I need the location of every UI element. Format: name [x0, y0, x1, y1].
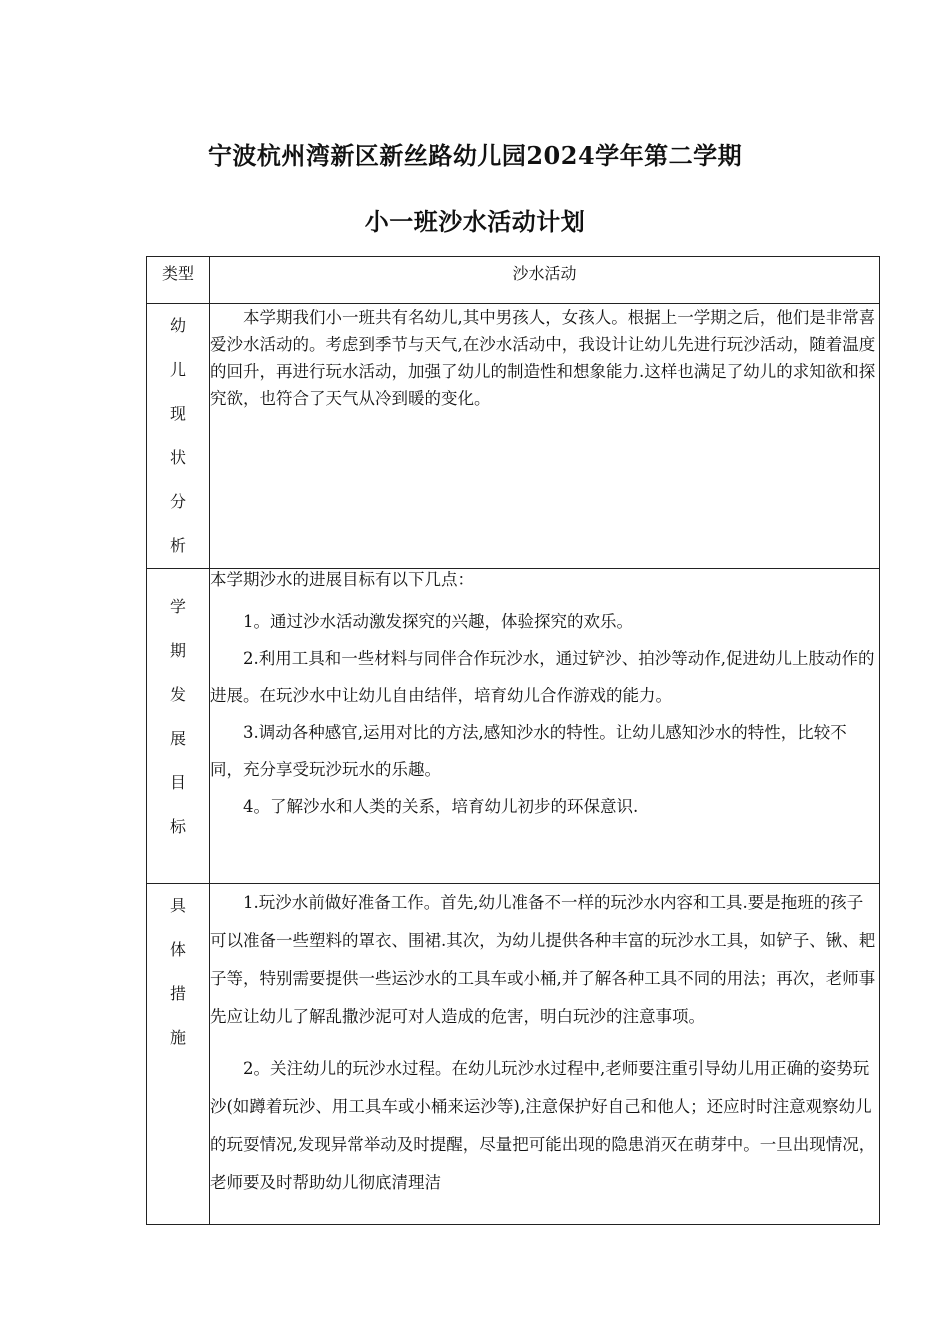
measures-label-char: 措: [169, 984, 186, 1003]
status-content-cell: [210, 304, 880, 569]
goals-label-char: 期: [169, 641, 186, 660]
table-row: [147, 884, 880, 1225]
measures-label-char: 具: [169, 896, 186, 915]
type-value-cell: 沙水活动: [210, 257, 880, 304]
status-label-char: 现: [169, 404, 186, 423]
status-paragraph: 本学期我们小一班共有名幼儿,其中男孩人，女孩人。根据上一学期之后，他们是非常喜爱沙水活动的。考虑到季节与天气,在沙水活动中，我设计让幼儿先进行玩沙活动，随着温度的回升，再进行玩水活动，加强了幼儿的制造性和想象能力.这样也满足了幼儿的求知欲和探究欲，也符合了天气从冷到暖的变化。: [210, 308, 876, 408]
paragraph-spacer: [210, 1036, 879, 1050]
goal-item: 4。了解沙水和人类的关系，培育幼儿初步的环保意识.: [243, 797, 639, 816]
measure-item: 1.玩沙水前做好准备工作。首先,幼儿准备不一样的玩沙水内容和工具.要是拖班的孩子可以准备一些塑料的罩衣、围裙.其次，为幼儿提供各种丰富的玩沙水工具，如铲子、锹、耙子等，特别需要提供一些运沙水的工具车或小桶,并了解各种工具不同的用法；再次，老师事先应让幼儿了解乱撒沙泥可对人造成的危害，明白玩沙的注意事项。: [210, 893, 876, 1026]
goals-content-cell: [210, 569, 880, 884]
goals-label-char: 目: [169, 773, 186, 792]
measures-content-cell: [210, 884, 880, 1225]
status-label-char: 析: [169, 536, 186, 555]
document-subtitle: 小一班沙水活动计划: [364, 207, 586, 236]
goals-label-char: 标: [169, 817, 186, 836]
type-label-cell: 类型: [147, 257, 210, 304]
goal-item: 1。通过沙水活动激发探究的兴趣，体验探究的欢乐。: [243, 612, 633, 631]
status-label-char: 分: [169, 492, 186, 511]
status-label-char: 状: [169, 448, 186, 467]
goals-intro: 本学期沙水的进展目标有以下几点：: [210, 570, 474, 589]
document-title: 宁波杭州湾新区新丝路幼儿园2024学年第二学期: [207, 141, 743, 170]
goal-item: 2.利用工具和一些材料与同伴合作玩沙水，通过铲沙、拍沙等动作,促进幼儿上肢动作的进展。在玩沙水中让幼儿自由结伴，培育幼儿合作游戏的能力。: [210, 649, 875, 705]
table-row: [147, 569, 880, 884]
status-label-char: 幼: [169, 316, 186, 335]
goals-label-cell: [147, 569, 210, 884]
measures-label-cell: [147, 884, 210, 1225]
measures-label-char: 体: [169, 940, 186, 959]
goals-label-char: 学: [169, 597, 186, 616]
measure-item: 2。关注幼儿的玩沙水过程。在幼儿玩沙水过程中,老师要注重引导幼儿用正确的姿势玩沙(如蹲着玩沙、用工具车或小桶来运沙等),注意保护好自己和他人；还应时时注意观察幼儿的玩耍情况,发现异常举动及时提醒，尽量把可能出现的隐患消灭在萌芽中。一旦出现情况，老师要及时帮助幼儿彻底清理洁: [210, 1059, 876, 1192]
activity-plan-table: [146, 256, 880, 1225]
measures-label-char: 施: [169, 1028, 186, 1047]
status-label-cell: [147, 304, 210, 569]
table-row: [147, 257, 880, 304]
status-label-char: 儿: [169, 360, 186, 379]
goals-label-char: 展: [169, 729, 186, 748]
goals-label-char: 发: [169, 685, 186, 704]
table-row: [147, 304, 880, 569]
goal-item: 3.调动各种感官,运用对比的方法,感知沙水的特性。让幼儿感知沙水的特性，比较不同，充分享受玩沙玩水的乐趣。: [210, 723, 847, 779]
